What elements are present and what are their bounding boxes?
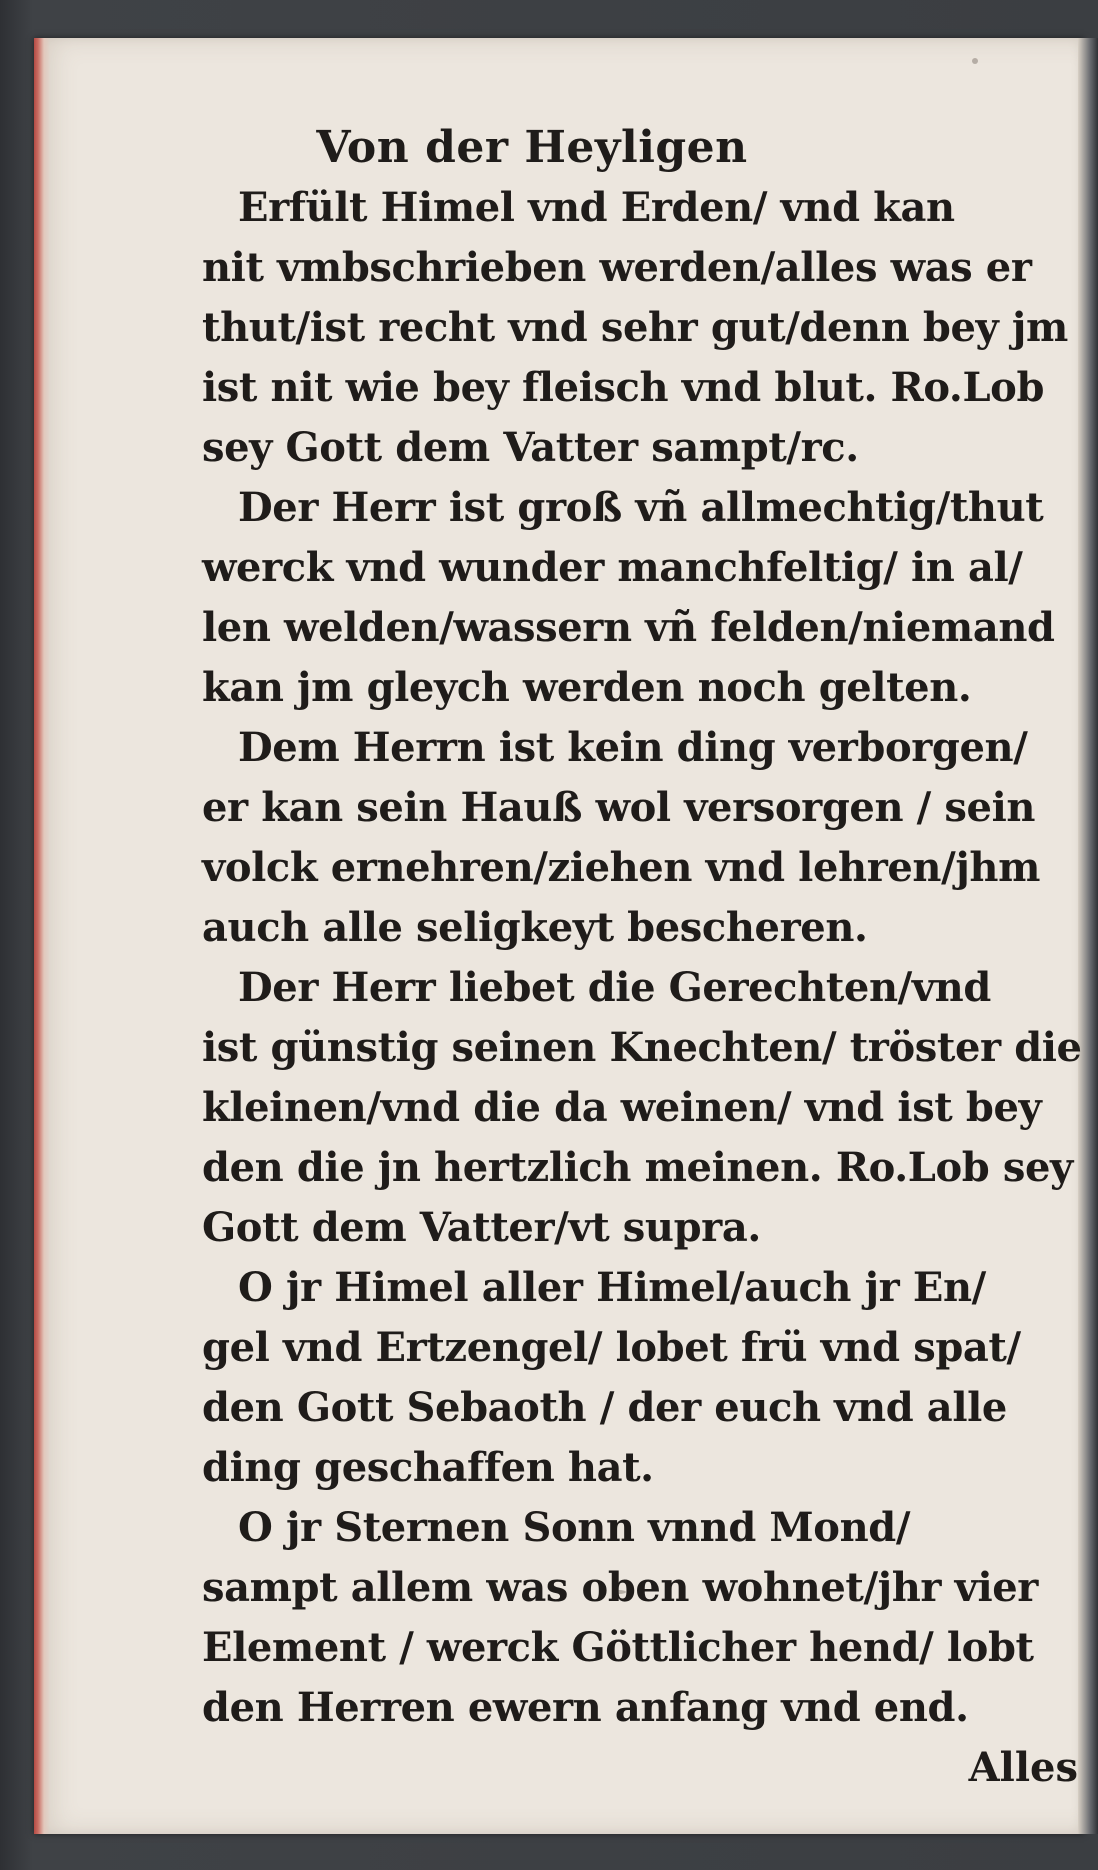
running-head: Von der Heyligen: [316, 122, 748, 173]
text-line: kleinen/vnd die da weinen/ vnd ist bey: [202, 1084, 1042, 1131]
page-text: [202, 118, 1082, 1798]
text-line: Gott dem Vatter/vt supra.: [202, 1204, 761, 1251]
text-line: sampt allem was oben wohnet/jhr vier: [202, 1564, 1038, 1611]
text-line: Erfült Himel vnd Erden/ vnd kan: [238, 184, 955, 231]
text-line: O jr Himel aller Himel/auch jr En/: [238, 1264, 986, 1311]
text-line: den Herren ewern anfang vnd end.: [202, 1684, 969, 1731]
text-line: Der Herr ist groß vñ allmechtig/thut: [238, 484, 1044, 531]
text-line: volck ernehren/ziehen vnd lehren/jhm: [202, 844, 1041, 891]
text-line: Element / werck Göttlicher hend/ lobt: [202, 1624, 1034, 1671]
text-lines: [202, 178, 1082, 1738]
text-line: Dem Herrn ist kein ding verborgen/: [238, 724, 1028, 771]
text-line: werck vnd wunder manchfeltig/ in al/: [202, 544, 1023, 591]
text-line: ding geschaffen hat.: [202, 1444, 654, 1491]
text-line: ist nit wie bey fleisch vnd blut. Ro.Lob: [202, 364, 1045, 411]
text-line: den Gott Sebaoth / der euch vnd alle: [202, 1384, 1007, 1431]
text-line: Der Herr liebet die Gerechten/vnd: [238, 964, 991, 1011]
text-line: er kan sein Hauß wol versorgen / sein: [202, 784, 1036, 831]
text-line: thut/ist recht vnd sehr gut/denn bey jm: [202, 304, 1068, 351]
text-line: nit vmbschrieben werden/alles was er: [202, 244, 1032, 291]
text-line: ist günstig seinen Knechten/ tröster die: [202, 1024, 1082, 1071]
text-line: den die jn hertzlich meinen. Ro.Lob sey: [202, 1144, 1073, 1191]
text-line: len welden/wassern vñ felden/niemand: [202, 604, 1055, 651]
text-line: sey Gott dem Vatter sampt/rc.: [202, 424, 859, 471]
paper-speck: [972, 58, 978, 64]
text-line: O jr Sternen Sonn vnnd Mond/: [238, 1504, 911, 1551]
catchword: Alles: [968, 1744, 1078, 1791]
text-line: gel vnd Ertzengel/ lobet frü vnd spat/: [202, 1324, 1021, 1371]
red-page-edge: [34, 38, 50, 1834]
text-line: auch alle seligkeyt bescheren.: [202, 904, 868, 951]
text-line: kan jm gleych werden noch gelten.: [202, 664, 972, 711]
